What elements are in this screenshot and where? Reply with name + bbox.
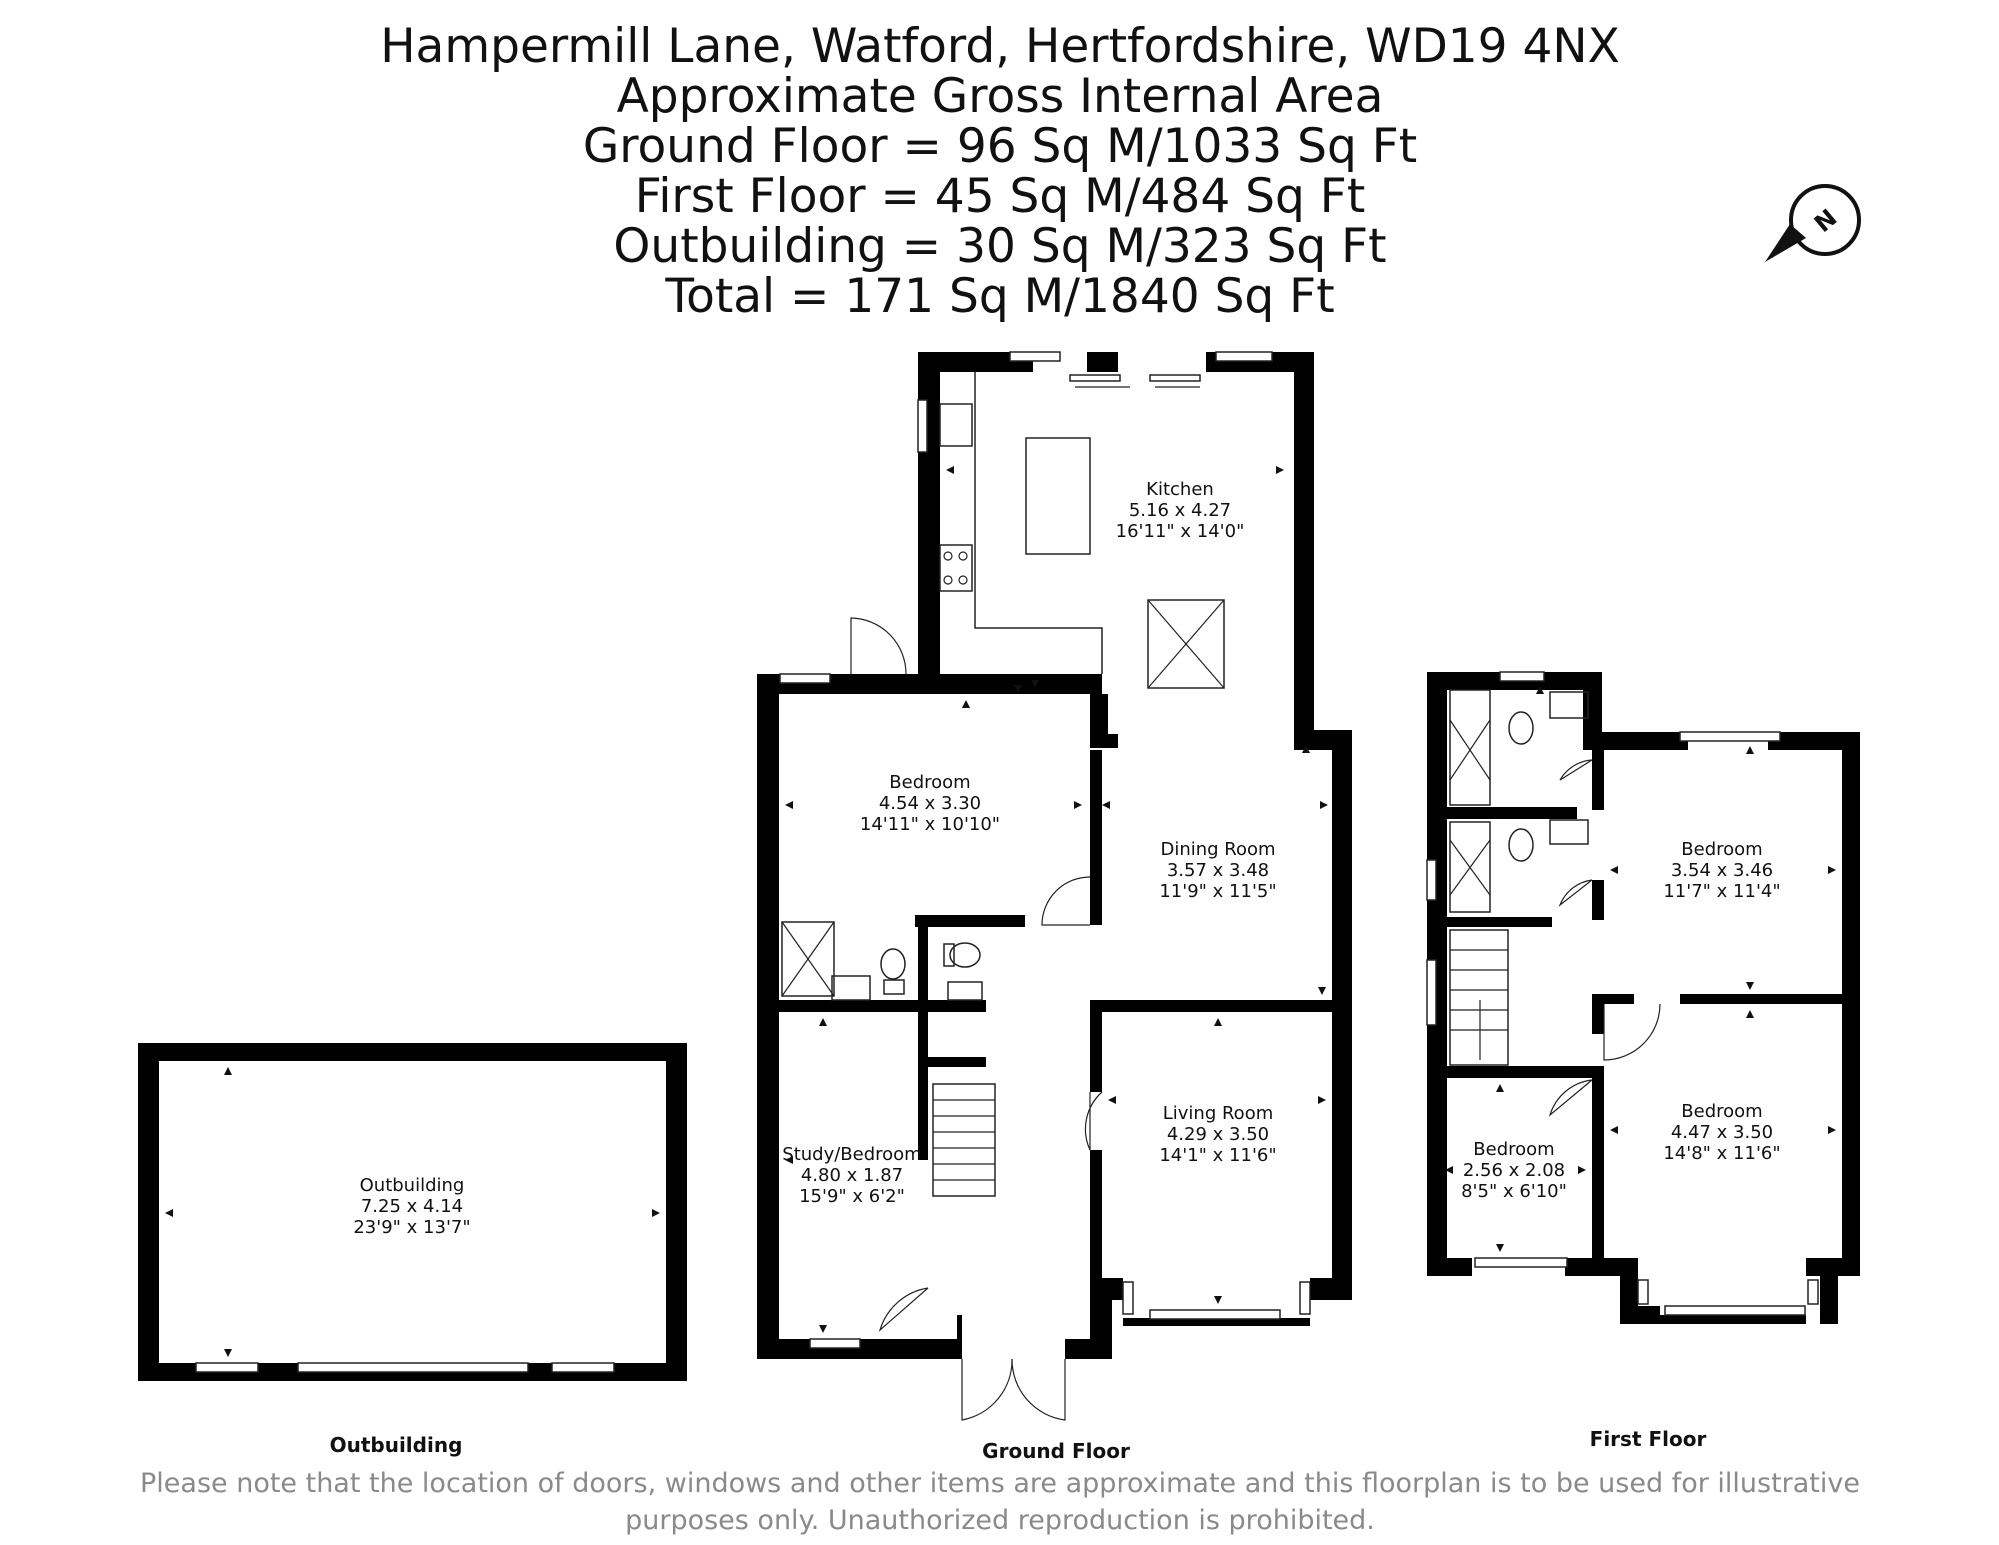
first-floor-label: First Floor [1589, 1427, 1707, 1451]
first-bedroom-1-metric: 3.54 x 3.46 [1670, 860, 1774, 881]
disclaimer [140, 1468, 1860, 1536]
outbuilding-window-left [196, 1363, 258, 1372]
dining-room-name: Dining Room [1160, 839, 1276, 860]
ground-bedroom-name: Bedroom [889, 772, 971, 793]
outbuilding-window-right [552, 1363, 614, 1372]
kitchen-sliding-door-left [1070, 375, 1120, 381]
bedroom-window [780, 674, 830, 683]
kitchen-metric: 5.16 x 4.27 [1128, 500, 1232, 521]
first-bedroom-1-window [1680, 732, 1780, 741]
outbuilding-label [353, 1175, 470, 1238]
kitchen-window-right [1216, 352, 1272, 361]
dining-room-metric: 3.57 x 3.48 [1166, 860, 1270, 881]
first-bedroom-3-window [1475, 1258, 1567, 1267]
kitchen-island [1026, 438, 1090, 554]
first-shower-basin-icon [1550, 820, 1588, 844]
header [380, 19, 1620, 324]
ground-stairs [933, 1084, 995, 1196]
ground-bedroom-label [860, 772, 1000, 835]
north-compass-icon [1765, 186, 1859, 262]
outbuilding-floor-label: Outbuilding [329, 1433, 463, 1457]
kitchen-hob-icon [940, 545, 972, 591]
first-floor-area: First Floor = 45 Sq M/484 Sq Ft [634, 169, 1366, 224]
kitchen-window-left [1010, 352, 1060, 361]
outbuilding-name: Outbuilding [359, 1175, 465, 1196]
first-bedroom-2-label [1663, 1101, 1780, 1164]
ground-floor-area: Ground Floor = 96 Sq M/1033 Sq Ft [582, 119, 1418, 174]
first-bath-toilet-icon [1509, 712, 1533, 744]
kitchen-sink-icon [940, 404, 972, 446]
study-bedroom-label [782, 1144, 921, 1207]
front-door-swing-right [1012, 1359, 1065, 1420]
study-door-swing [880, 1288, 928, 1330]
living-room-bay-window [1150, 1310, 1280, 1319]
first-bedroom-3-imperial: 8'5" x 6'10" [1461, 1181, 1567, 1202]
disclaimer-line-1: Please note that the location of doors, windows and other items are approximate and this floorplan is to be used for illustrative [140, 1468, 1860, 1499]
dining-room-imperial: 11'9" x 11'5" [1159, 881, 1277, 902]
study-bedroom-name: Study/Bedroom [782, 1144, 922, 1165]
first-bedroom-1-imperial: 11'7" x 11'4" [1663, 881, 1781, 902]
kitchen-imperial: 16'11" x 14'0" [1115, 521, 1245, 542]
dining-room-label [1159, 839, 1276, 902]
living-room-label [1159, 1103, 1276, 1166]
address-title: Hampermill Lane, Watford, Hertfordshire, WD19 4NX [380, 19, 1620, 74]
first-bedroom-1-name: Bedroom [1681, 839, 1763, 860]
first-shower-toilet-icon [1509, 829, 1533, 861]
first-shower-window [1427, 860, 1436, 900]
living-door-swing [1085, 1092, 1102, 1150]
study-window [810, 1339, 860, 1348]
outbuilding-sliding-door [298, 1363, 528, 1372]
first-bedroom-3-metric: 2.56 x 2.08 [1462, 1160, 1566, 1181]
first-bath-shower [1450, 690, 1490, 805]
total-area: Total = 171 Sq M/1840 Sq Ft [665, 269, 1335, 324]
first-bedroom-2-bay-window [1665, 1306, 1805, 1315]
first-bath-basin-icon [1550, 692, 1588, 718]
kitchen-name: Kitchen [1146, 479, 1214, 500]
first-bedroom-3-label [1461, 1139, 1567, 1202]
study-bedroom-imperial: 15'9" x 6'2" [799, 1186, 905, 1207]
front-door-swing-left [962, 1359, 1012, 1420]
living-room-metric: 4.29 x 3.50 [1166, 1124, 1270, 1145]
back-door-swing [851, 618, 906, 674]
outbuilding-imperial: 23'9" x 13'7" [353, 1217, 471, 1238]
wc-basin-icon [948, 982, 982, 1000]
kitchen-worktop [975, 372, 1102, 674]
study-bedroom-metric: 4.80 x 1.87 [800, 1165, 904, 1186]
dining-door-swing [1042, 877, 1090, 925]
living-room-name: Living Room [1162, 1103, 1274, 1124]
first-bedroom-3-name: Bedroom [1473, 1139, 1555, 1160]
first-bedroom-2-imperial: 14'8" x 11'6" [1663, 1143, 1781, 1164]
first-bath-window [1500, 672, 1544, 681]
kitchen-side-window [918, 400, 927, 452]
kitchen-sliding-door-right [1150, 375, 1200, 381]
ensuite-basin-icon [832, 976, 870, 1000]
floor-labels [330, 1427, 1707, 1463]
first-floor-plan [1427, 672, 1860, 1324]
ground-bedroom-imperial: 14'11" x 10'10" [859, 814, 1001, 835]
ensuite-toilet-icon [881, 949, 905, 979]
ground-floor-label: Ground Floor [982, 1439, 1130, 1463]
kitchen-label [1116, 479, 1245, 542]
first-bedroom-1-label [1663, 839, 1780, 902]
room-labels [353, 479, 1780, 1238]
first-landing-window [1427, 960, 1436, 1025]
compass-letter: N [1808, 203, 1843, 238]
ground-bedroom-metric: 4.54 x 3.30 [878, 793, 982, 814]
outbuilding-area: Outbuilding = 30 Sq M/323 Sq Ft [613, 219, 1387, 274]
disclaimer-line-2: purposes only. Unauthorized reproduction is prohibited. [625, 1505, 1375, 1536]
first-bedroom-2-metric: 4.47 x 3.50 [1670, 1122, 1774, 1143]
first-bedroom-2-name: Bedroom [1681, 1101, 1763, 1122]
outbuilding-metric: 7.25 x 4.14 [360, 1196, 464, 1217]
area-heading: Approximate Gross Internal Area [616, 69, 1384, 124]
living-room-imperial: 14'1" x 11'6" [1159, 1145, 1277, 1166]
